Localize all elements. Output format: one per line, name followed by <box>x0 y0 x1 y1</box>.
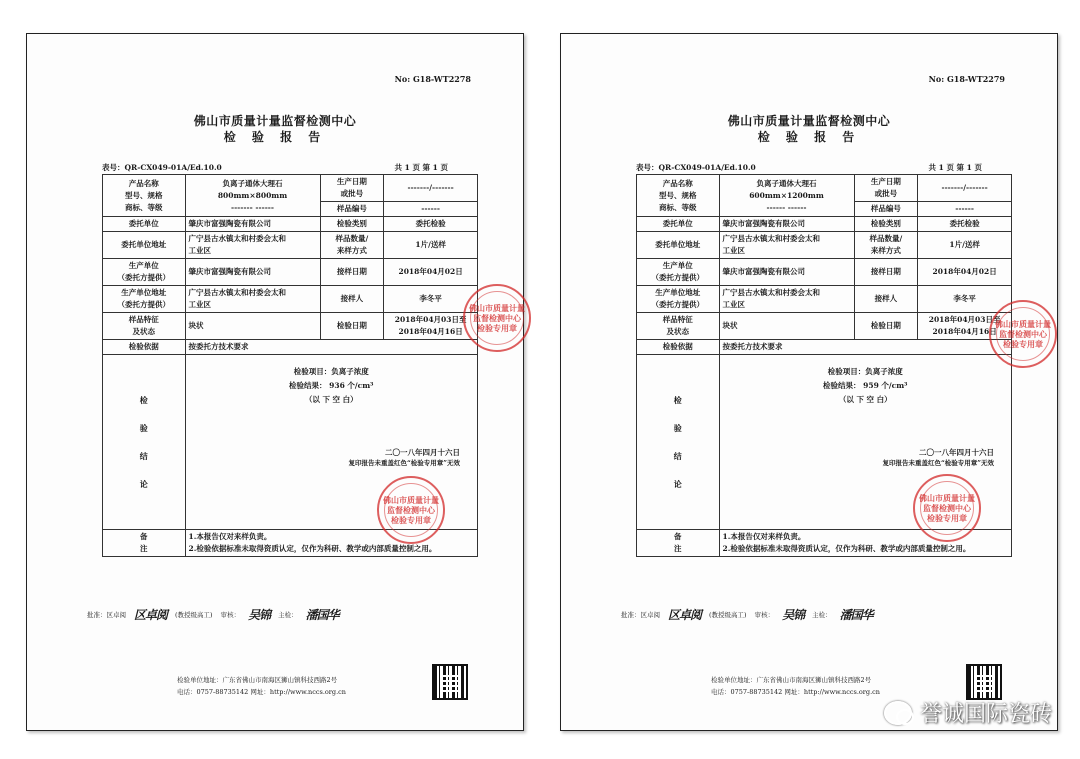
client-addr-label: 委托单位地址 <box>637 232 720 259</box>
form-number: 表号：QR-CX049-01A/Ed.10.0 <box>636 163 756 172</box>
approve-signature: 区卓阅 <box>668 608 702 622</box>
blank-note: （以 下 空 白） <box>838 395 892 404</box>
product-value: 负离子通体大理石 600mm×1200mm ------ ------ <box>719 175 854 217</box>
table-row <box>637 217 1012 232</box>
prod-date-label: 生产日期 或批号 <box>854 175 918 202</box>
qr-code <box>966 664 1002 700</box>
feature-label: 样品特征 及状态 <box>103 313 186 340</box>
report-number: No: G18-WT2278 <box>394 74 471 84</box>
wechat-icon <box>884 701 912 725</box>
test-date-label: 检验日期 <box>320 313 384 340</box>
maker-addr-label: 生产单位地址 （委托方提供） <box>637 286 720 313</box>
maker-addr-label: 生产单位地址 （委托方提供） <box>103 286 186 313</box>
contact-line: 电话：0757-88735142 网址：http://www.nccs.org.cn <box>711 688 880 696</box>
table-row <box>103 217 478 232</box>
signoff-line <box>621 606 873 623</box>
qty-value: 1片/送样 <box>918 232 1012 259</box>
approve-title: (教授级高工) <box>709 611 747 619</box>
receiver-label: 接样人 <box>854 286 918 313</box>
type-label: 检验类别 <box>320 217 384 232</box>
maker-label: 生产单位 （委托方提供） <box>637 259 720 286</box>
remarks-label: 备 注 <box>103 530 186 557</box>
review-label: 审核： <box>220 611 241 619</box>
issue-date: 二〇一八年四月十六日 <box>385 448 460 457</box>
table-row <box>637 232 1012 259</box>
type-value: 委托检验 <box>918 217 1012 232</box>
remarks-value: 1.本报告仅对来样负责。 2.检验依据标准未取得资质认定，仅作为科研、教学或内部质量控制之用。 <box>185 530 478 557</box>
main-signature: 潘国华 <box>839 608 873 622</box>
product-value: 负离子通体大理石 800mm×800mm ------- ------ <box>185 175 320 217</box>
client-addr-value: 广宁县古水镇太和村委会太和 工业区 <box>719 232 854 259</box>
qty-label: 样品数量/ 来样方式 <box>320 232 384 259</box>
test-date-value: 2018年04月03日至 2018年04月16日 <box>918 313 1012 340</box>
red-seal-stamp: 佛山市质量计量 监督检测中心 检验专用章 <box>463 284 531 352</box>
address-block <box>711 674 880 698</box>
copy-note: 复印报告未重盖红色“检验专用章”无效 <box>348 459 460 467</box>
maker-addr-value: 广宁县古水镇太和村委会太和 工业区 <box>185 286 320 313</box>
receiver-value: 李冬平 <box>918 286 1012 313</box>
recv-date-label: 接样日期 <box>320 259 384 286</box>
client-addr-value: 广宁县古水镇太和村委会太和 工业区 <box>185 232 320 259</box>
test-result: 检验结果： 936 个/cm³ <box>289 381 374 390</box>
report-subtitle: 检 验 报 告 <box>223 130 327 144</box>
basis-label: 检验依据 <box>103 340 186 355</box>
client-value: 肇庆市富强陶瓷有限公司 <box>719 217 854 232</box>
watermark <box>884 697 1052 728</box>
table-row <box>637 340 1012 355</box>
form-number: 表号：QR-CX049-01A/Ed.10.0 <box>102 163 222 172</box>
approve-signature: 区卓阅 <box>134 608 168 622</box>
issue-date: 二〇一八年四月十六日 <box>919 448 994 457</box>
test-date-value: 2018年04月03日至 2018年04月16日 <box>384 313 478 340</box>
contact-line: 电话：0757-88735142 网址：http://www.nccs.org.cn <box>177 688 346 696</box>
basis-value: 按委托方技术要求 <box>719 340 1012 355</box>
form-info-line <box>102 162 448 173</box>
center-title: 佛山市质量计量监督检测中心 <box>727 114 891 128</box>
product-label: 产品名称 型号、规格 商标、等级 <box>103 175 186 217</box>
page-info: 共 1 页 第 1 页 <box>394 163 448 172</box>
prod-date-value: -------/------- <box>384 175 478 202</box>
form-info-line <box>636 162 982 173</box>
table-row <box>103 259 478 286</box>
report-subtitle: 检 验 报 告 <box>757 130 861 144</box>
address-line: 检验单位地址：广东省佛山市南海区狮山镇科技西路2号 <box>177 676 338 684</box>
test-result: 检验结果： 959 个/cm³ <box>823 381 908 390</box>
product-label: 产品名称 型号、规格 商标、等级 <box>637 175 720 217</box>
test-item: 检验项目：负离子浓度 <box>293 367 369 376</box>
table-row <box>637 175 1012 202</box>
address-line: 检验单位地址：广东省佛山市南海区狮山镇科技西路2号 <box>711 676 872 684</box>
page-info: 共 1 页 第 1 页 <box>928 163 982 172</box>
basis-label: 检验依据 <box>637 340 720 355</box>
signoff-line <box>87 606 339 623</box>
remarks-label: 备 注 <box>637 530 720 557</box>
sample-no-label: 样品编号 <box>320 202 384 217</box>
receiver-label: 接样人 <box>320 286 384 313</box>
test-date-label: 检验日期 <box>854 313 918 340</box>
maker-value: 肇庆市富强陶瓷有限公司 <box>185 259 320 286</box>
review-label: 审核： <box>754 611 775 619</box>
type-label: 检验类别 <box>854 217 918 232</box>
recv-date-value: 2018年04月02日 <box>384 259 478 286</box>
table-row <box>637 313 1012 340</box>
approve-label: 批准：区卓阅 <box>87 611 126 619</box>
client-value: 肇庆市富强陶瓷有限公司 <box>185 217 320 232</box>
report-number: No: G18-WT2279 <box>928 74 1005 84</box>
conclusion-label: 检 验 结 论 <box>103 355 186 530</box>
watermark-text: 誉诚国际瓷砖 <box>919 702 1052 727</box>
qr-code <box>432 664 468 700</box>
feature-value: 块状 <box>185 313 320 340</box>
approve-title: (教授级高工) <box>175 611 213 619</box>
feature-label: 样品特征 及状态 <box>637 313 720 340</box>
blank-note: （以 下 空 白） <box>304 395 358 404</box>
conclusion-label: 检 验 结 论 <box>637 355 720 530</box>
client-label: 委托单位 <box>637 217 720 232</box>
feature-value: 块状 <box>719 313 854 340</box>
maker-value: 肇庆市富强陶瓷有限公司 <box>719 259 854 286</box>
maker-addr-value: 广宁县古水镇太和村委会太和 工业区 <box>719 286 854 313</box>
maker-label: 生产单位 （委托方提供） <box>103 259 186 286</box>
type-value: 委托检验 <box>384 217 478 232</box>
red-seal-stamp-lower: 佛山市质量计量 监督检测中心 检验专用章 <box>913 474 981 542</box>
approve-label: 批准：区卓阅 <box>621 611 660 619</box>
table-row <box>103 340 478 355</box>
copy-note: 复印报告未重盖红色“检验专用章”无效 <box>882 459 994 467</box>
main-label: 主检： <box>812 611 832 619</box>
table-row <box>637 259 1012 286</box>
table-row <box>637 286 1012 313</box>
main-label: 主检： <box>278 611 298 619</box>
remarks-value: 1.本报告仅对来样负责。 2.检验依据标准未取得资质认定，仅作为科研、教学或内部质量控制之用。 <box>719 530 1012 557</box>
table-row <box>103 232 478 259</box>
receiver-value: 李冬平 <box>384 286 478 313</box>
recv-date-label: 接样日期 <box>854 259 918 286</box>
recv-date-value: 2018年04月02日 <box>918 259 1012 286</box>
report-page-right <box>560 33 1058 731</box>
qty-value: 1片/送样 <box>384 232 478 259</box>
client-addr-label: 委托单位地址 <box>103 232 186 259</box>
test-item: 检验项目：负离子浓度 <box>827 367 903 376</box>
address-block <box>177 674 346 698</box>
qty-label: 样品数量/ 来样方式 <box>854 232 918 259</box>
table-row <box>103 286 478 313</box>
center-title: 佛山市质量计量监督检测中心 <box>193 114 357 128</box>
prod-date-value: -------/------- <box>918 175 1012 202</box>
sample-no-label: 样品编号 <box>854 202 918 217</box>
basis-value: 按委托方技术要求 <box>185 340 478 355</box>
report-page-left <box>26 33 524 731</box>
review-signature: 吴锦 <box>248 608 271 622</box>
sample-no-value: ------ <box>918 202 1012 217</box>
client-label: 委托单位 <box>103 217 186 232</box>
sample-no-value: ------ <box>384 202 478 217</box>
prod-date-label: 生产日期 或批号 <box>320 175 384 202</box>
table-row <box>103 313 478 340</box>
red-seal-stamp: 佛山市质量计量 监督检测中心 检验专用章 <box>989 300 1057 368</box>
table-row <box>103 175 478 202</box>
main-signature: 潘国华 <box>305 608 339 622</box>
review-signature: 吴锦 <box>782 608 805 622</box>
red-seal-stamp-lower: 佛山市质量计量 监督检测中心 检验专用章 <box>377 476 445 544</box>
